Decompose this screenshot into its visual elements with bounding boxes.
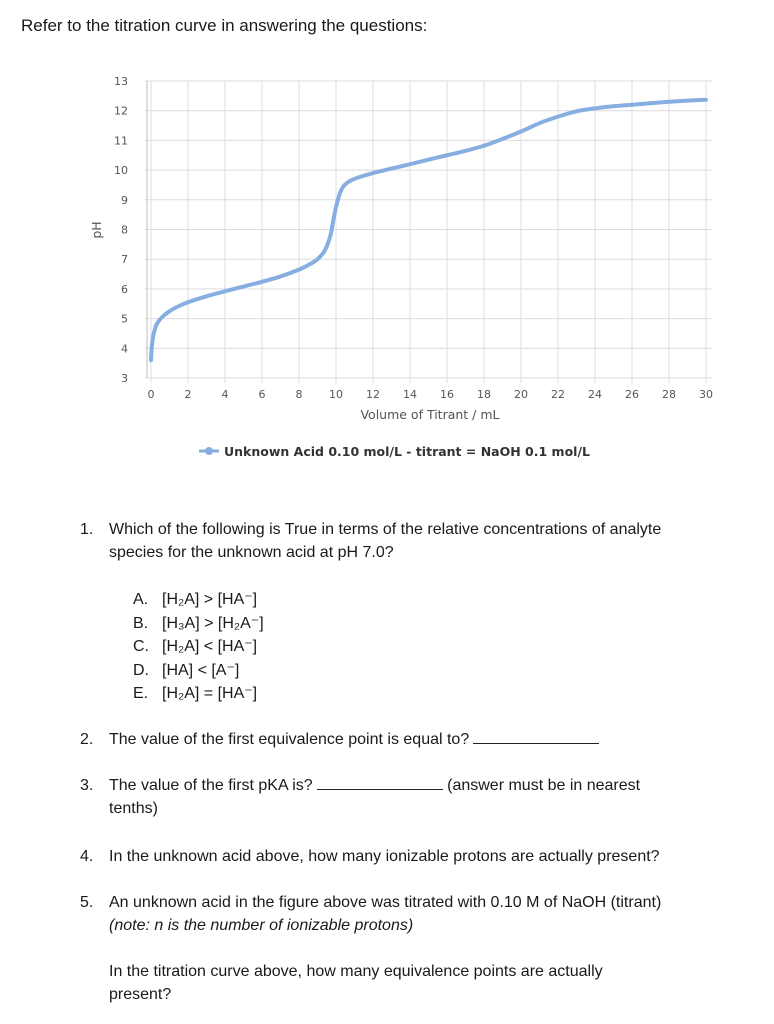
x-tick-label: 0 bbox=[147, 388, 155, 401]
x-tick-label: 4 bbox=[221, 388, 229, 401]
option-a: A. [H₂A] > [HA⁻] bbox=[133, 591, 258, 608]
chart-grid bbox=[145, 81, 712, 383]
y-axis-label: pH bbox=[89, 221, 104, 239]
question-2-number: 2. bbox=[80, 731, 94, 748]
legend-label: Unknown Acid 0.10 mol/L - titrant = NaOH 0.1 mol/L bbox=[224, 444, 590, 459]
question-5-para-line2: present? bbox=[109, 986, 172, 1003]
x-tick-label: 28 bbox=[662, 388, 676, 401]
x-axis-label: Volume of Titrant / mL bbox=[360, 407, 500, 422]
y-tick-label: 11 bbox=[114, 134, 128, 148]
question-3 bbox=[80, 774, 770, 820]
question-4 bbox=[80, 845, 770, 868]
question-1-line1: Which of the following is True in terms of the relative concentrations of analyte bbox=[109, 521, 662, 538]
question-4-number: 4. bbox=[80, 848, 94, 865]
question-3-after: (answer must be in nearest bbox=[447, 777, 641, 794]
x-tick-label: 24 bbox=[588, 388, 602, 401]
option-c: C. [H₂A] < [HA⁻] bbox=[133, 638, 258, 655]
question-4-text: In the unknown acid above, how many ionizable protons are actually present? bbox=[109, 848, 660, 865]
x-tick-label: 14 bbox=[403, 388, 417, 401]
x-tick-label: 6 bbox=[258, 388, 266, 401]
x-tick-label: 10 bbox=[329, 388, 343, 401]
y-tick-label: 3 bbox=[121, 372, 128, 385]
y-tick-label: 9 bbox=[121, 193, 128, 207]
titration-chart bbox=[0, 0, 774, 480]
question-5-para-line1: In the titration curve above, how many equivalence points are actually bbox=[109, 963, 603, 980]
x-tick-label: 2 bbox=[184, 388, 192, 401]
question-5-note: (note: n is the number of ionizable protons) bbox=[109, 917, 414, 934]
answer-blank-2[interactable] bbox=[473, 729, 599, 744]
y-tick-labels bbox=[114, 75, 128, 385]
legend-swatch-marker bbox=[205, 447, 213, 455]
question-5-line1: An unknown acid in the figure above was titrated with 0.10 M of NaOH (titrant) bbox=[109, 894, 662, 911]
answer-blank-3[interactable] bbox=[317, 775, 443, 790]
y-tick-label: 4 bbox=[121, 342, 128, 356]
intro-text: Refer to the titration curve in answering the questions: bbox=[21, 16, 428, 35]
question-1-number: 1. bbox=[80, 521, 94, 538]
question-1 bbox=[80, 518, 770, 564]
question-3-text: The value of the first pKA is? bbox=[109, 777, 313, 794]
x-tick-label: 18 bbox=[477, 388, 491, 401]
x-tick-label: 20 bbox=[514, 388, 528, 401]
y-tick-label: 13 bbox=[114, 75, 128, 88]
question-1-options bbox=[133, 588, 264, 706]
y-tick-label: 6 bbox=[121, 282, 128, 296]
legend bbox=[199, 444, 590, 459]
question-5-number: 5. bbox=[80, 894, 94, 911]
question-5 bbox=[80, 891, 770, 1006]
question-3-number: 3. bbox=[80, 777, 94, 794]
x-tick-label: 26 bbox=[625, 388, 639, 401]
option-e: E. [H₂A] = [HA⁻] bbox=[133, 685, 258, 702]
question-2 bbox=[80, 728, 770, 751]
y-tick-label: 7 bbox=[121, 253, 128, 267]
option-d: D. [HA] < [A⁻] bbox=[133, 661, 240, 679]
question-3-line2: tenths) bbox=[109, 800, 158, 817]
x-tick-labels bbox=[148, 388, 714, 401]
question-2-text: The value of the first equivalence point is equal to? bbox=[109, 731, 470, 748]
y-tick-label: 5 bbox=[121, 312, 128, 326]
y-tick-label: 10 bbox=[114, 164, 128, 178]
y-tick-label: 12 bbox=[114, 104, 128, 118]
x-tick-label: 16 bbox=[440, 388, 454, 401]
y-tick-label: 8 bbox=[121, 223, 128, 237]
x-tick-label: 8 bbox=[295, 388, 303, 401]
question-1-line2: species for the unknown acid at pH 7.0? bbox=[109, 544, 394, 561]
x-tick-label: 12 bbox=[366, 388, 380, 401]
option-b: B. [H₃A] > [H₂A⁻] bbox=[133, 614, 264, 632]
x-tick-label: 22 bbox=[551, 388, 565, 401]
x-tick-label: 30 bbox=[699, 388, 713, 401]
